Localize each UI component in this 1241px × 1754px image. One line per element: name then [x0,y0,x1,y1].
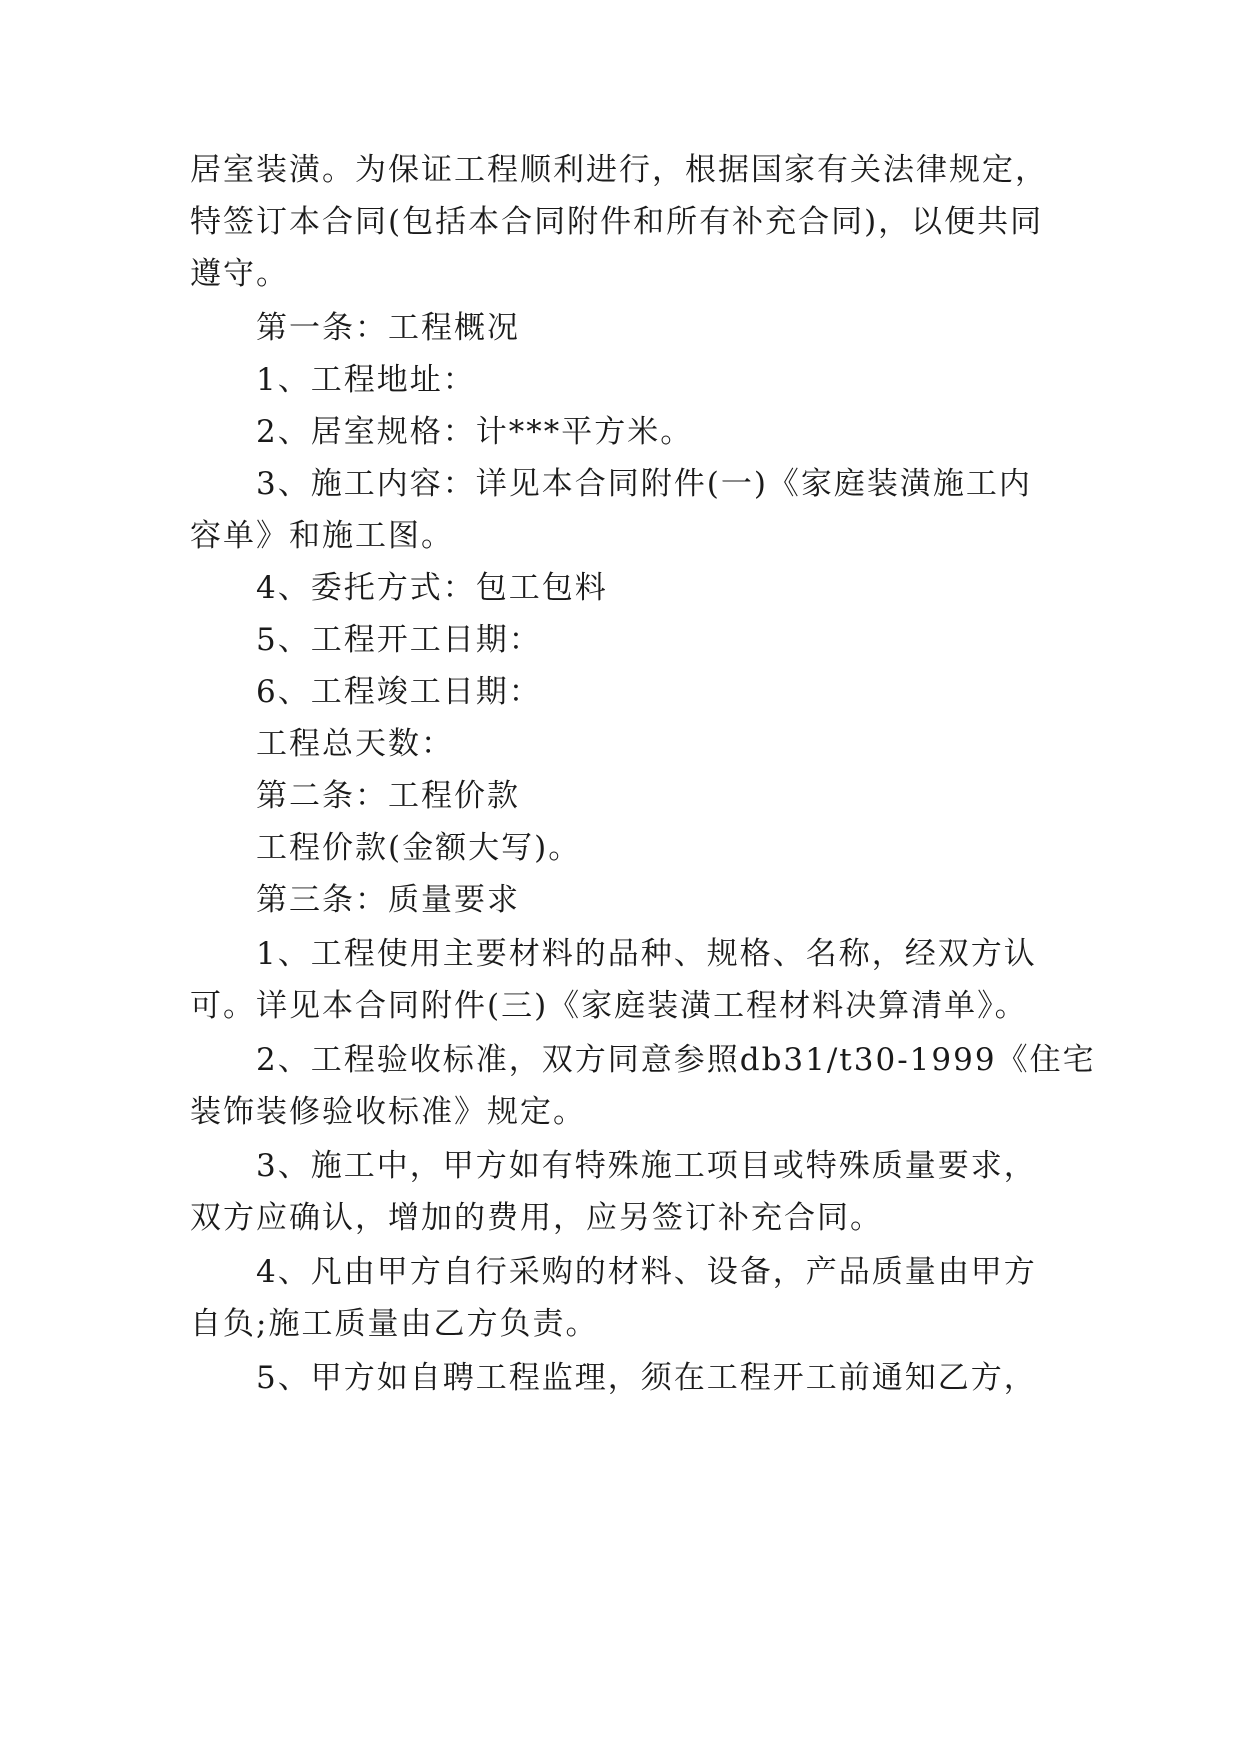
paragraph-line: 工程总天数： [256,726,454,762]
paragraph-line: 容单》和施工图。 [190,518,454,554]
paragraph-line: 双方应确认，增加的费用，应另签订补充合同。 [190,1200,883,1236]
paragraph-line: 特签订本合同(包括本合同附件和所有补充合同)，以便共同 [190,204,1044,240]
section-heading: 第一条：工程概况 [256,310,520,346]
list-item: 3、施工中，甲方如有特殊施工项目或特殊质量要求， [256,1148,1037,1184]
paragraph-line: 自负;施工质量由乙方负责。 [190,1306,599,1342]
list-item: 1、工程使用主要材料的品种、规格、名称，经双方认 [256,936,1037,972]
list-item: 3、施工内容：详见本合同附件(一)《家庭装潢施工内 [256,466,1032,502]
paragraph-line: 可。详见本合同附件(三)《家庭装潢工程材料决算清单》。 [190,988,1028,1024]
paragraph-line: 装饰装修验收标准》规定。 [190,1094,586,1130]
paragraph-line: 遵守。 [190,256,289,292]
list-item: 2、工程验收标准，双方同意参照db31/t30-1999《住宅 [256,1042,1096,1078]
list-item: 4、委托方式：包工包料 [256,570,608,606]
section-heading: 第三条：质量要求 [256,882,520,918]
paragraph-line: 居室装潢。为保证工程顺利进行，根据国家有关法律规定， [190,152,1048,188]
list-item: 5、甲方如自聘工程监理，须在工程开工前通知乙方， [256,1360,1037,1396]
section-heading: 第二条：工程价款 [256,778,520,814]
list-item: 2、居室规格：计***平方米。 [256,414,694,450]
list-item: 5、工程开工日期： [256,622,542,658]
list-item: 6、工程竣工日期： [256,674,542,710]
list-item: 1、工程地址： [256,362,476,398]
list-item: 4、凡由甲方自行采购的材料、设备，产品质量由甲方 [256,1254,1037,1290]
paragraph-line: 工程价款(金额大写)。 [256,830,582,866]
